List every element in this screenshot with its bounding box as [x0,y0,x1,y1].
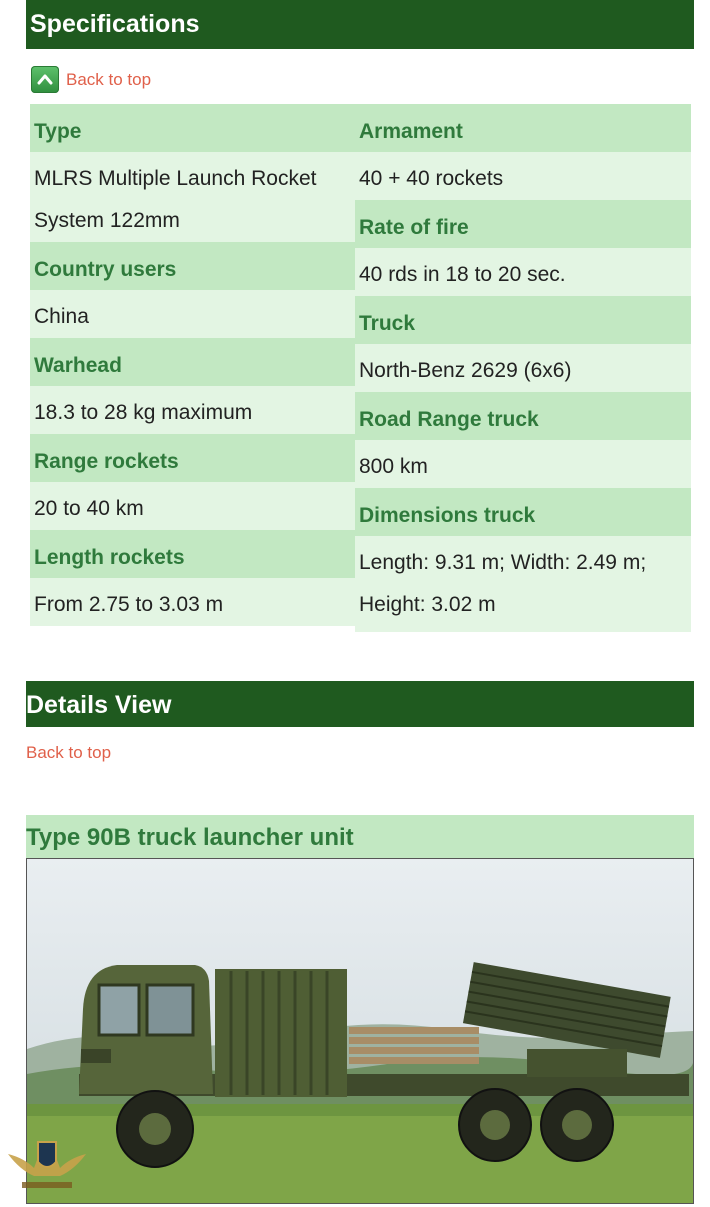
spec-value: 40 + 40 rockets [355,152,691,200]
spec-label: Type [30,104,355,152]
spec-label: Dimensions truck [355,488,691,536]
details-view-header: Details View [26,681,694,727]
spec-label: Country users [30,242,355,290]
spec-label: Length rockets [30,530,355,578]
back-to-top-link[interactable]: Back to top [26,743,112,762]
spec-value: North-Benz 2629 (6x6) [355,344,691,392]
truck-launcher-photo [26,858,694,1204]
specifications-header: Specifications [26,0,694,49]
spec-label: Road Range truck [355,392,691,440]
spec-label: Armament [355,104,691,152]
spec-value: 40 rds in 18 to 20 sec. [355,248,691,296]
forum-watermark-logo [4,1132,90,1202]
spec-label: Warhead [30,338,355,386]
spec-value: 18.3 to 28 kg maximum [30,386,355,434]
spec-column-right [355,104,691,632]
spec-value: MLRS Multiple Launch Rocket System 122mm [30,152,355,242]
back-to-top-link[interactable]: Back to top [66,70,152,89]
spec-value: Length: 9.31 m; Width: 2.49 m; Height: 3.02 m [355,536,691,632]
spec-column-left [30,104,355,626]
spec-value: From 2.75 to 3.03 m [30,578,355,626]
image-caption: Type 90B truck launcher unit [26,815,694,858]
spec-label: Range rockets [30,434,355,482]
spec-value: China [30,290,355,338]
spec-value: 20 to 40 km [30,482,355,530]
spec-value: 800 km [355,440,691,488]
spec-label: Rate of fire [355,200,691,248]
back-to-top-icon[interactable] [31,66,59,93]
spec-label: Truck [355,296,691,344]
